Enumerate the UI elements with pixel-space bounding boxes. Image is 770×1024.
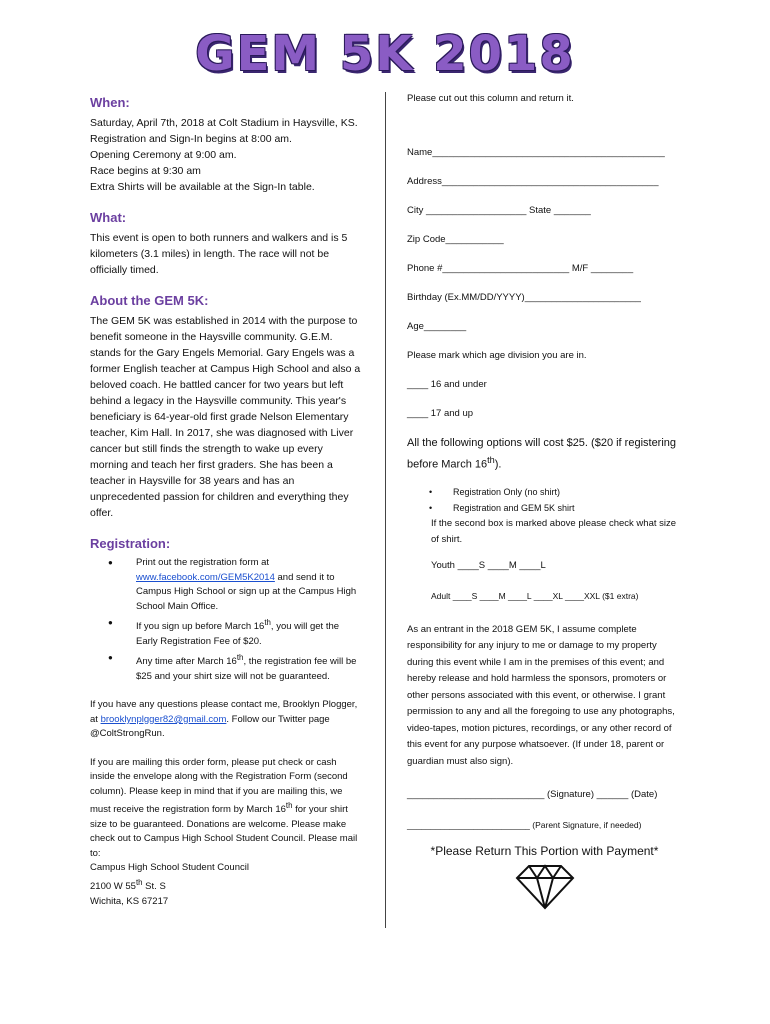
city-state-field[interactable]: City ___________________ State _______ (407, 205, 591, 216)
when-line: Saturday, April 7th, 2018 at Colt Stadium in Haysville, KS. (90, 117, 358, 129)
about-section (90, 292, 362, 521)
name-field[interactable]: Name____________________________________________ (407, 147, 665, 158)
division-17-up[interactable]: ____ 17 and up (407, 408, 474, 419)
mailing-section (90, 756, 362, 909)
item-text: Print out the registration form at (136, 557, 270, 568)
age-field[interactable]: Age________ (407, 321, 467, 332)
when-line: Registration and Sign-In begins at 8:00 am. (90, 133, 292, 145)
item-text: , the registration fee will be $25 and your shirt size will not be guaranteed. (136, 656, 357, 682)
list-item (90, 556, 362, 614)
address-post: St. S (142, 881, 166, 893)
cost-post: ). (494, 458, 502, 471)
item-text: , you will get the Early Registration Fee of $20. (136, 621, 340, 647)
options-list (407, 484, 682, 516)
item-text: If you sign up before March 16 (136, 621, 265, 633)
registration-section (90, 535, 362, 684)
signature-line[interactable]: __________________________ (Signature) ______ (Date) (407, 789, 658, 801)
about-text: The GEM 5K was established in 2014 with the purpose to benefit someone in the Haysville community. G.E.M. stands for the Gary Engels Memorial. Gary Engels was a former English teacher at Campus High School and also a beloved coach. He battled cancer for two years but left behind a legacy in the Haysville community. This year's beneficiary is 64-year-old first grade Nelson Elementary teacher, Kim Hall. In 2017, she was diagnosed with Liver cancer but still finds the strength to wake up every morning and teach her first graders. She has been a teacher in Haysville for 38 years and has an unprecedented passion for children and everything they offer. (90, 315, 361, 519)
registration-heading: Registration: (90, 536, 171, 551)
address-line (90, 876, 362, 895)
info-column (90, 94, 362, 909)
birthday-field[interactable]: Birthday (Ex.MM/DD/YYYY)______________________ (407, 292, 641, 303)
when-heading: When: (90, 95, 130, 110)
superscript: th (264, 618, 271, 627)
contact-post: . Follow our Twitter page @ColtStrongRun. (90, 713, 330, 740)
cost-text (407, 435, 682, 474)
list-item (90, 651, 362, 684)
shirt-size-note: If the second box is marked above please check what size of shirt. (431, 517, 677, 545)
email-link[interactable]: brooklynplgger82@gmail.com (100, 713, 227, 725)
gem-logo-icon (515, 864, 575, 910)
division-16-under[interactable]: ____ 16 and under (407, 379, 487, 390)
column-divider (385, 92, 386, 928)
when-line: Extra Shirts will be available at the Sign-In table. (90, 181, 315, 193)
youth-sizes[interactable]: Youth ____S ____M ____L (431, 559, 546, 571)
superscript: th (236, 653, 244, 663)
page-title: GEM 5K 2018 (195, 26, 575, 82)
superscript: th (487, 455, 495, 465)
mailing-text-2: for your shirt size to be guaranteed. Donations are welcome. Please make check out to Campus High School Student Council. Please mail to: (90, 804, 358, 859)
option-registration-only[interactable]: • Registration Only (no shirt) (407, 484, 682, 500)
phone-field[interactable]: Phone #________________________ M/F ________ (407, 263, 634, 274)
when-section (90, 94, 362, 195)
parent-signature-line[interactable]: __________________________ (Parent Signature, if needed) (407, 820, 642, 831)
zip-field[interactable]: Zip Code___________ (407, 234, 504, 245)
superscript: th (285, 801, 293, 811)
mailing-text-1: If you are mailing this order form, please put check or cash inside the envelope along with the Registration Form (second column). Please keep in mind that if you are mailing this, we must receive the registration form by March 16 (90, 756, 348, 816)
item-text: Any time after March 16 (136, 656, 237, 668)
when-line: Opening Ceremony at 9:00 am. (90, 149, 237, 161)
age-division-label: Please mark which age division you are in. (407, 350, 587, 361)
superscript: th (135, 877, 143, 887)
address-line: Wichita, KS 67217 (90, 895, 169, 907)
list-item (90, 616, 362, 649)
contact-text (90, 698, 362, 742)
what-section (90, 209, 362, 278)
contact-pre: If you have any questions please contact me, Brooklyn Plogger, at (90, 699, 358, 725)
when-line: Race begins at 9:30 am (90, 165, 201, 177)
address-line: Campus High School Student Council (90, 862, 249, 874)
address-field[interactable]: Address_________________________________________ (407, 176, 659, 187)
cost-pre: All the following options will cost $25. ($20 if registering before March 16 (407, 437, 677, 471)
registration-list (90, 556, 362, 684)
registration-form (407, 92, 682, 910)
address-pre: 2100 W 55 (90, 881, 136, 893)
facebook-link[interactable]: www.facebook.com/GEM5K2014 (136, 571, 275, 583)
return-note: *Please Return This Portion with Payment* (430, 844, 659, 859)
about-heading: About the GEM 5K: (90, 293, 209, 308)
adult-sizes[interactable]: Adult ____S ____M ____L ____XL ____XXL ($1 extra) (431, 590, 639, 601)
item-text: and send it to Campus High School or sign up at the Campus High School Main Office. (136, 571, 357, 612)
cut-note: Please cut out this column and return it. (407, 93, 574, 104)
waiver-text: As an entrant in the 2018 GEM 5K, I assume complete responsibility for any injury to me or damage to my property during this event while I am in the premises of this event; and hereby release and hold harmless the sponsors, promoters or other persons associated with this event, or otherwise. I grant permission to any and all the foregoing to use any photographs, video-tapes, motion pictures, recordings, or any other record of this event for any purpose whatsoever. (If under 18, parent or guardian must also sign). (407, 623, 675, 767)
option-registration-shirt[interactable]: • Registration and GEM 5K shirt (407, 500, 682, 516)
what-heading: What: (90, 210, 127, 225)
mailing-text (90, 756, 362, 862)
what-text: This event is open to both runners and walkers and is 5 kilometers (3.1 miles) in length. The race will not be officially timed. (90, 232, 348, 276)
